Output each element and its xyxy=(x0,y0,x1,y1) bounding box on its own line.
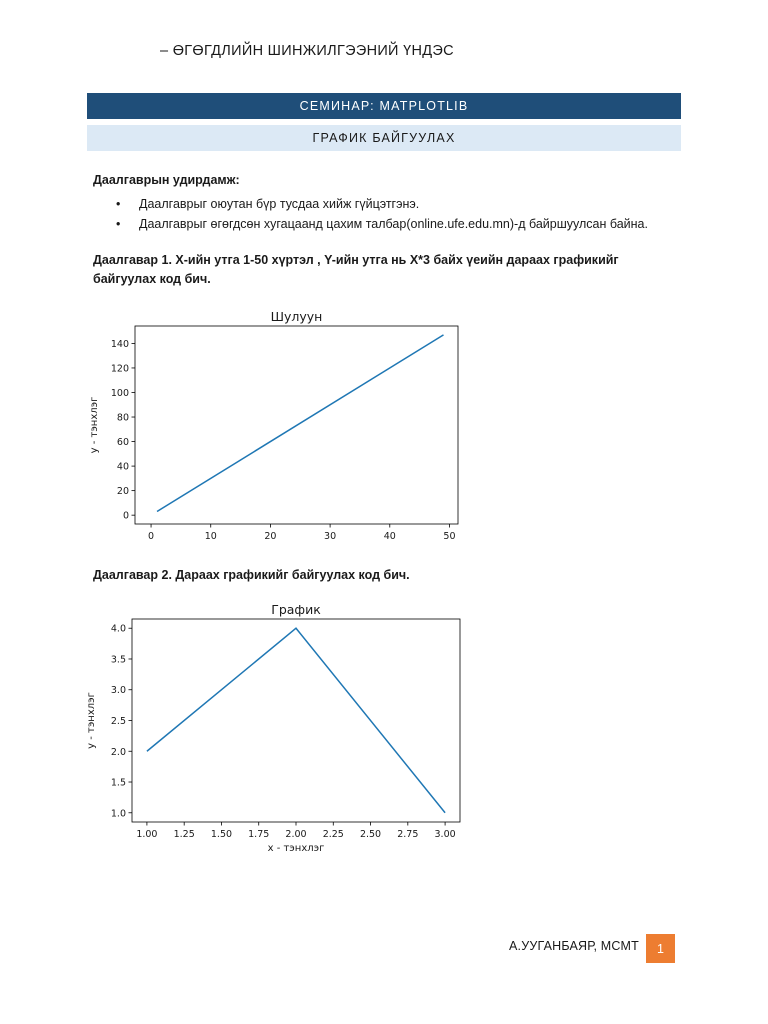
footer-author: А.УУГАНБАЯР, МСМТ xyxy=(509,939,639,953)
section-banner xyxy=(87,125,681,151)
y-tick-label: 0 xyxy=(122,510,129,522)
instructions-heading: Даалгаврын удирдамж: xyxy=(93,173,240,187)
y-tick-label: 4.0 xyxy=(110,623,126,635)
x-tick-label: 20 xyxy=(264,531,277,542)
y-tick-label: 2.5 xyxy=(110,716,126,727)
instruction-bullet xyxy=(93,217,648,231)
line-chart-straight xyxy=(88,308,468,558)
instruction-bullet xyxy=(93,197,419,211)
bullet-dot-icon: • xyxy=(116,197,121,211)
chart-title: Шулуун xyxy=(270,309,323,324)
x-tick-label: 2.75 xyxy=(397,829,419,840)
series-line xyxy=(157,335,443,512)
y-tick-label: 80 xyxy=(116,412,129,424)
y-tick-label: 20 xyxy=(116,486,129,498)
y-tick-label: 3.5 xyxy=(110,654,126,666)
x-tick-label: 1.25 xyxy=(173,829,195,840)
x-tick-label: 50 xyxy=(443,531,456,542)
x-tick-label: 10 xyxy=(204,531,217,542)
x-tick-label: 1.50 xyxy=(210,829,233,840)
x-tick-label: 2.50 xyxy=(359,829,382,840)
page-number-badge xyxy=(646,934,675,963)
document-title: – ӨГӨГДЛИЙН ШИНЖИЛГЭЭНИЙ ҮНДЭС xyxy=(160,43,454,59)
y-tick-label: 2.0 xyxy=(110,746,126,758)
task-2-text: Даалгавар 2. Дараах графикийг байгуулах код бич. xyxy=(93,568,410,582)
task-1-text xyxy=(93,251,683,289)
y-tick-label: 140 xyxy=(110,338,129,350)
y-tick-label: 1.0 xyxy=(110,808,126,820)
plot-frame xyxy=(132,619,460,822)
bullet-dot-icon: • xyxy=(116,217,121,231)
bullet-text: Даалгаврыг оюутан бүр тусдаа хийж гүйцэтгэнэ. xyxy=(139,197,420,211)
x-tick-label: 0 xyxy=(148,531,155,542)
line-chart-peak xyxy=(86,600,468,855)
task-1-line: байгуулах код бич. xyxy=(93,272,211,286)
y-axis-label: y - тэнхлэг xyxy=(86,692,97,749)
x-tick-label: 40 xyxy=(383,531,396,542)
y-tick-label: 60 xyxy=(116,437,129,449)
x-tick-label: 2.25 xyxy=(322,829,344,840)
y-tick-label: 1.5 xyxy=(110,777,126,789)
x-tick-label: 3.00 xyxy=(434,829,456,840)
y-axis-label: y - тэнхлэг xyxy=(89,396,100,454)
y-tick-label: 3.0 xyxy=(110,685,126,697)
x-axis-label: x - тэнхлэг xyxy=(267,843,325,854)
x-tick-label: 1.75 xyxy=(248,829,270,840)
seminar-banner-label: СЕМИНАР: MATPLOTLIB xyxy=(299,99,469,113)
y-tick-label: 120 xyxy=(110,363,129,375)
bullet-text: Даалгаврыг өгөгдсөн хугацаанд цахим талбар(online.ufe.edu.mn)-д байршуулсан байна. xyxy=(139,217,648,231)
series-line xyxy=(147,628,445,813)
chart-title: График xyxy=(271,602,321,617)
y-tick-label: 40 xyxy=(116,461,129,473)
section-banner-label: ГРАФИК БАЙГУУЛАХ xyxy=(312,131,456,145)
page-number: 1 xyxy=(657,941,664,956)
y-tick-label: 100 xyxy=(110,387,129,399)
x-tick-label: 1.00 xyxy=(136,829,158,840)
seminar-banner xyxy=(87,93,681,119)
x-tick-label: 2.00 xyxy=(285,829,307,840)
x-tick-label: 30 xyxy=(324,531,337,542)
task-1-line: Даалгавар 1. X-ийн утга 1-50 хүртэл , Y-ийн утга нь X*3 байх үеийн дараах графикийг xyxy=(93,253,619,267)
